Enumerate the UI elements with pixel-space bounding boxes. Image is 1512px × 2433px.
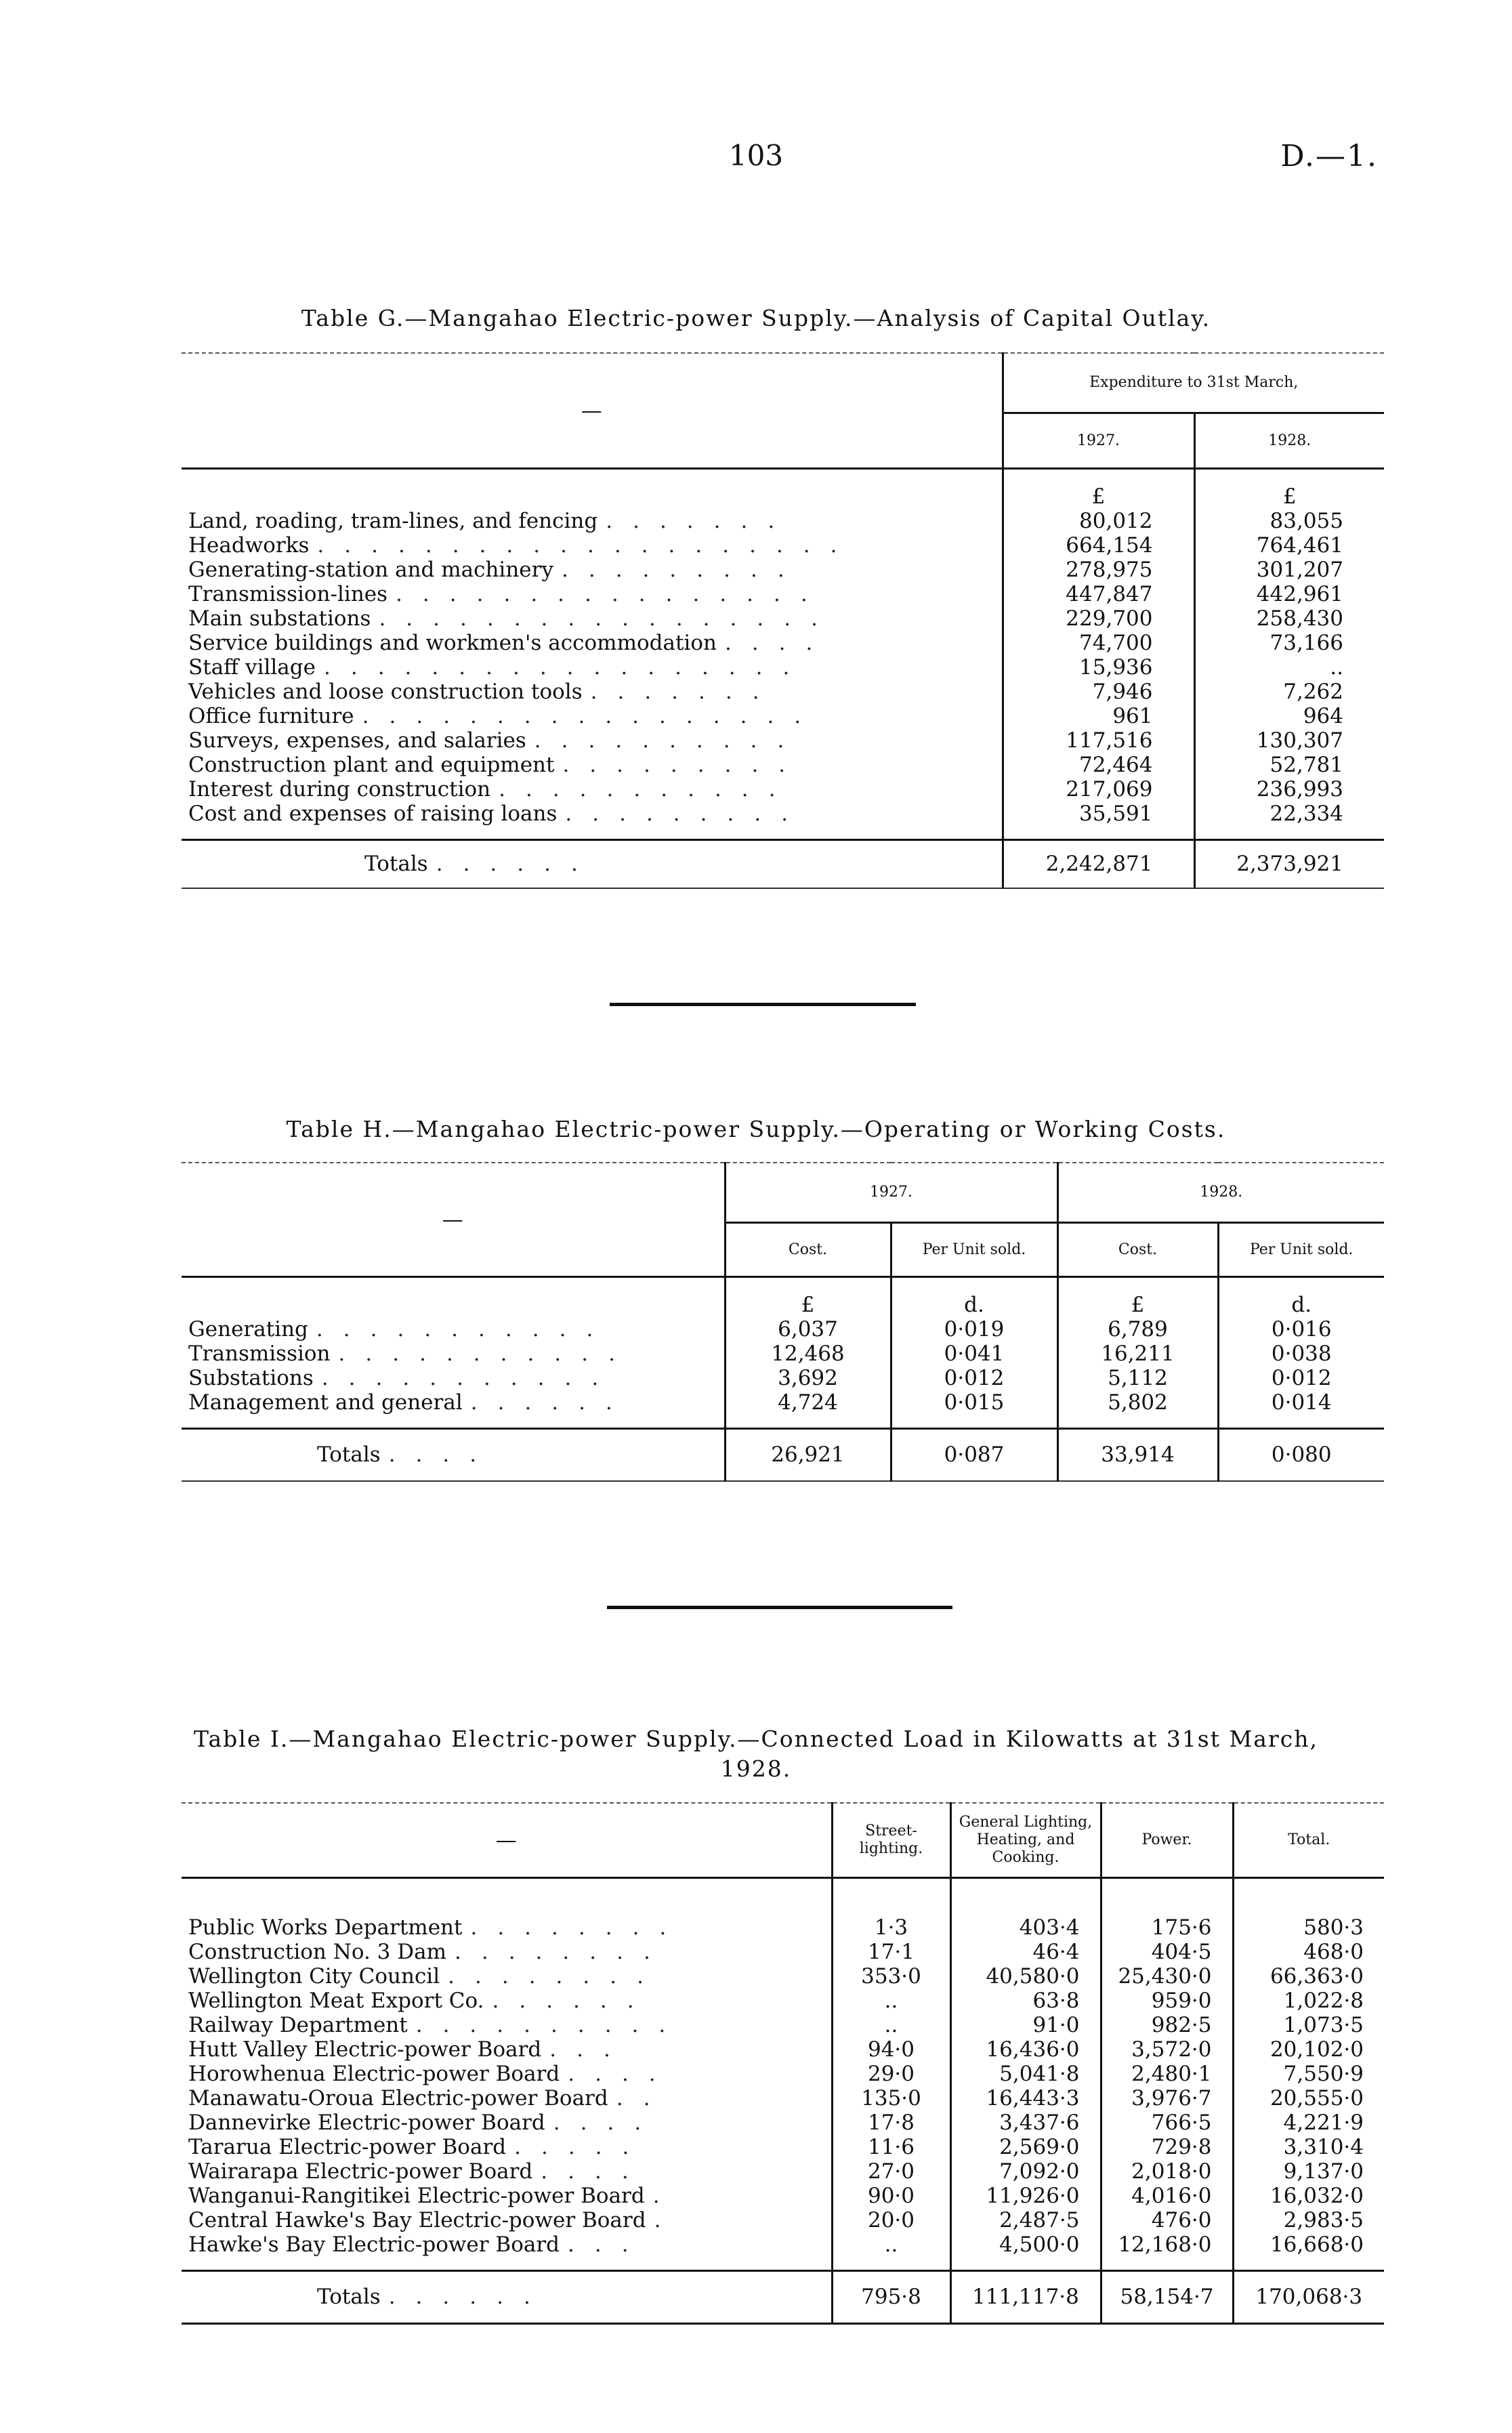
table-g-value-1927: 74,700: [1003, 631, 1194, 655]
table-row: [182, 1940, 1384, 1964]
leader-dots: .: [652, 2184, 680, 2208]
table-h-col-per-unit-1927: Per Unit sold.: [891, 1222, 1057, 1276]
table-i-total: 4,221·9: [1233, 2110, 1384, 2135]
table-i-row-label: [182, 2159, 832, 2184]
table-h-unit-cost-1928: £: [1057, 1276, 1218, 1317]
leader-dots: ....: [541, 2159, 649, 2184]
table-g-value-1927: 117,516: [1003, 728, 1194, 753]
table-g-group-header: Expenditure to 31st March,: [1003, 353, 1384, 413]
table-row: [182, 728, 1384, 753]
table-g-totals-label: Totals: [364, 852, 428, 877]
table-h-cost-1928: 5,802: [1057, 1390, 1218, 1415]
leader-dots: .......: [590, 680, 780, 704]
table-i-general: 16,443·3: [950, 2086, 1101, 2110]
leader-dots: .: [654, 2208, 681, 2232]
table-row: [182, 2110, 1384, 2135]
table-g-value-1928: 764,461: [1194, 533, 1384, 558]
table-i-power: 766·5: [1101, 2110, 1233, 2135]
table-i-total: 20,555·0: [1233, 2086, 1384, 2110]
table-row: [182, 2013, 1384, 2037]
table-i-row-label-text: Dannevirke Electric-power Board: [188, 2110, 545, 2135]
table-h-col-per-unit-1928: Per Unit sold.: [1218, 1222, 1384, 1276]
table-g-row-label-text: Vehicles and loose construction tools: [188, 680, 583, 704]
table-h-total-per-1927: 0·087: [891, 1428, 1057, 1481]
table-h-col-cost-1928: Cost.: [1057, 1222, 1218, 1276]
table-g-value-1928: 258,430: [1194, 606, 1384, 631]
table-i-row-label: [182, 2208, 832, 2232]
table-i-general: 46·4: [950, 1940, 1101, 1964]
table-h-row-label-text: Transmission: [188, 1342, 331, 1366]
leader-dots: ......: [492, 1989, 654, 2013]
table-g-row-label: [182, 704, 1003, 728]
table-i-total-street: 795·8: [832, 2270, 950, 2323]
table-i-total-power: 58,154·7: [1101, 2270, 1233, 2323]
table-i-total: 580·3: [1233, 1915, 1384, 1940]
section-separator: [607, 1606, 952, 1609]
table-i-caption: [102, 1724, 1410, 1784]
table-i-row-label-text: Horowhenua Electric-power Board: [188, 2062, 560, 2086]
table-g-row-label-text: Interest during construction: [188, 777, 491, 802]
table-i-street: ..: [832, 2232, 950, 2257]
table-h-unit-per-1927: d.: [891, 1276, 1057, 1317]
table-i-total: 16,668·0: [1233, 2232, 1384, 2257]
table-i-row-label: [182, 2135, 832, 2159]
table-g-value-1928: ..: [1194, 655, 1384, 680]
table-g: — Expenditure to 31st March, 1927. 1928. £ £ Land, roading, tram-lines, and fencing ....... 80,012 83,055 Headworks .................... 664,154 764,461 Generating-station and machinery ......... 278,975 301,207 Transmission-lines ................ 447,847 442,961 Main substations ................. 229,700 258,430 Service buildings and workmen's accommodation .... 74,700 73,166 Staff village .................. 15,936 .. Vehicles and loose construction tools ....... 7,946 7,262 Office furniture ................. 961 964 Surveys, expenses, and salaries .......... 117,516 130,307 Construction plant and equipment ......... 72,464 52,781 Interest during construction ........... 217,069 236,993 Cost and expenses of raising loans ......... 35,591 22,334 Totals ...... 2,242,871 2,373,921: [182, 352, 1384, 889]
table-i-general: 403·4: [950, 1915, 1101, 1940]
table-i: — Street-lighting. General Lighting, Heating, and Cooking. Power. Total. Public Works Department ........ 1·3 403·4 175·6 580·3 Construction No. 3 Dam ........ 17·1 46·4 404·5 468·0 Wellington City Council ........ 353·0 40,580·0 25,430·0 66,363·0 Wellington Meat Export Co. ...... .. 63·8 959·0 1,022·8 Railway Department .......... .. 91·0 982·5 1,073·5 Hutt Valley Electric-power Board ... 94·0 16,436·0 3,572·0 20,102·0 Horowhenua Electric-power Board .... 29·0 5,041·8 2,480·1 7,550·9 Manawatu-Oroua Electric-power Board .. 135·0 16,443·3 3,976·7 20,555·0 Dannevirke Electric-power Board .... 17·8 3,437·6 766·5 4,221·9 Tararua Electric-power Board ..... 11·6 2,569·0 729·8 3,310·4 Wairarapa Electric-power Board .... 27·0 7,092·0 2,018·0 9,137·0 Wanganui-Rangitikei Electric-power Board . 90·0 11,926·0 4,016·0 16,032·0 Central Hawke's Bay Electric-power Board . 20·0 2,487·5 476·0 2,983·5 Hawke's Bay Electric-power Board ... .. 4,500·0 12,168·0 16,668·0 Totals ...... 795·8 111,117·8 58,154·7 170,068·3: [182, 1802, 1384, 2325]
table-i-total: 2,983·5: [1233, 2208, 1384, 2232]
table-row: [182, 753, 1384, 777]
leader-dots: ........: [454, 1940, 671, 1964]
table-g-value-1928: 7,262: [1194, 680, 1384, 704]
table-g-row-label: [182, 680, 1003, 704]
table-g-unit-1927: £: [1003, 468, 1194, 509]
table-h-per-1928: 0·016: [1218, 1317, 1384, 1342]
table-i-row-label-text: Wellington Meat Export Co.: [188, 1989, 484, 2013]
table-i-total-all: 170,068·3: [1233, 2270, 1384, 2323]
table-g-value-1927: 217,069: [1003, 777, 1194, 802]
table-i-total: 7,550·9: [1233, 2062, 1384, 2086]
table-g-total-1928: 2,373,921: [1194, 839, 1384, 888]
table-i-totals-label: Totals: [317, 2285, 381, 2309]
table-i-row-label: [182, 2086, 832, 2110]
table-i-row-label-text: Railway Department: [188, 2013, 408, 2037]
table-h-cost-1928: 5,112: [1057, 1366, 1218, 1390]
table-i-street: 90·0: [832, 2184, 950, 2208]
table-row: [182, 1317, 1384, 1342]
leader-dots: ....: [553, 2110, 662, 2135]
leader-dots: ..: [616, 2086, 671, 2110]
table-h-totals-label: Totals: [317, 1442, 381, 1468]
table-row: [182, 655, 1384, 680]
table-g-row-label: [182, 558, 1003, 582]
leader-dots: ........: [470, 1915, 687, 1940]
table-g-value-1927: 72,464: [1003, 753, 1194, 777]
table-row: [182, 777, 1384, 802]
table-h-cost-1928: 6,789: [1057, 1317, 1218, 1342]
table-i-general: 7,092·0: [950, 2159, 1101, 2184]
leader-dots: .....: [514, 2135, 650, 2159]
table-g-row-label-text: Headworks: [188, 533, 310, 558]
table-i-power: 2,018·0: [1101, 2159, 1233, 2184]
table-h-row-label: [182, 1342, 725, 1366]
table-i-general: 2,569·0: [950, 2135, 1101, 2159]
table-h-row-label: [182, 1366, 725, 1390]
table-i-street: ..: [832, 1989, 950, 2013]
table-i-row-label-text: Tararua Electric-power Board: [188, 2135, 507, 2159]
table-i-row-label: [182, 2013, 832, 2037]
table-g-row-label-text: Construction plant and equipment: [188, 753, 555, 777]
table-h-per-1928: 0·038: [1218, 1342, 1384, 1366]
page-number: 103: [728, 139, 784, 172]
leader-dots: ........: [448, 1964, 664, 1989]
table-i-general: 3,437·6: [950, 2110, 1101, 2135]
table-i-col-general: General Lighting, Heating, and Cooking.: [950, 1803, 1101, 1877]
table-g-row-label-text: Cost and expenses of raising loans: [188, 802, 558, 826]
table-h-row-label-text: Management and general: [188, 1390, 463, 1415]
table-i-row-label-text: Wanganui-Rangitikei Electric-power Board: [188, 2184, 645, 2208]
table-g-col-1927: 1927.: [1003, 413, 1194, 468]
table-i-col-street: Street-lighting.: [832, 1803, 950, 1877]
table-i-power: 4,016·0: [1101, 2184, 1233, 2208]
table-h-cost-1927: 4,724: [725, 1390, 891, 1415]
table-g-row-label: [182, 655, 1003, 680]
table-i-street: 135·0: [832, 2086, 950, 2110]
table-h: — 1927. 1928. Cost. Per Unit sold. Cost. Per Unit sold. £ d. £ d. Generating ........... 6,037 0·019 6,789 0·016 Transmission ........... 12,468 0·041 16,211 0·038 Substations ........... 3,692 0·012 5,112 0·012 Management and general ...... 4,724 0·015 5,802 0·014 Totals .... 26,921 0·087 33,914 0·080: [182, 1162, 1384, 1482]
table-i-total: 1,022·8: [1233, 1989, 1384, 2013]
table-i-total: 16,032·0: [1233, 2184, 1384, 2208]
table-g-row-label: [182, 509, 1003, 533]
table-g-row-label-text: Staff village: [188, 655, 316, 680]
table-i-row-label: [182, 1964, 832, 1989]
table-i-street: 353·0: [832, 1964, 950, 1989]
table-g-row-label: [182, 728, 1003, 753]
table-g-row-label-text: Generating-station and machinery: [188, 558, 553, 582]
table-i-row-label-text: Manawatu-Oroua Electric-power Board: [188, 2086, 608, 2110]
table-row: [182, 631, 1384, 655]
table-g-value-1927: 80,012: [1003, 509, 1194, 533]
table-g-row-label: [182, 606, 1003, 631]
table-i-street: 20·0: [832, 2208, 950, 2232]
leader-dots: ...........: [499, 777, 796, 802]
table-g-value-1928: 73,166: [1194, 631, 1384, 655]
table-h-year-1927: 1927.: [725, 1163, 1057, 1222]
table-row: [182, 1989, 1384, 2013]
table-i-street: ..: [832, 2013, 950, 2037]
table-i-row-label: [182, 1940, 832, 1964]
section-separator: [610, 1003, 916, 1006]
table-i-row-label: [182, 1915, 832, 1940]
table-g-caption: Table G.—Mangahao Electric-power Supply.—Analysis of Capital Outlay.: [301, 305, 1211, 331]
table-i-total: 66,363·0: [1233, 1964, 1384, 1989]
leader-dots: ...........: [316, 1317, 614, 1342]
table-i-stub-header: —: [182, 1803, 832, 1877]
table-h-per-1927: 0·012: [891, 1366, 1057, 1390]
leader-dots: ...........: [321, 1366, 619, 1390]
table-g-row-label-text: Service buildings and workmen's accommodation: [188, 631, 717, 655]
table-row: [182, 2086, 1384, 2110]
table-row: [182, 1342, 1384, 1366]
leader-dots: .......: [606, 509, 795, 533]
table-h-row-label: [182, 1390, 725, 1415]
table-i-general: 91·0: [950, 2013, 1101, 2037]
table-h-cost-1928: 16,211: [1057, 1342, 1218, 1366]
table-row: [182, 2159, 1384, 2184]
table-i-row-label-text: Central Hawke's Bay Electric-power Board: [188, 2208, 646, 2232]
table-h-per-1927: 0·019: [891, 1317, 1057, 1342]
table-i-power: 3,572·0: [1101, 2037, 1233, 2062]
table-i-power: 2,480·1: [1101, 2062, 1233, 2086]
table-g-value-1927: 35,591: [1003, 802, 1194, 826]
table-h-stub-header: —: [182, 1163, 725, 1276]
table-g-row-label: [182, 582, 1003, 606]
table-g-value-1927: 664,154: [1003, 533, 1194, 558]
table-g-value-1928: 964: [1194, 704, 1384, 728]
table-row: [182, 2037, 1384, 2062]
table-h-row-label-text: Substations: [188, 1366, 314, 1390]
table-row: [182, 704, 1384, 728]
table-h-row-label: [182, 1317, 725, 1342]
table-i-caption-line-1: Table I.—Mangahao Electric-power Supply.—Connected Load in Kilowatts at 31st March,: [194, 1726, 1318, 1752]
table-i-row-label: [182, 1989, 832, 2013]
table-g-value-1927: 7,946: [1003, 680, 1194, 704]
table-g-row-label: [182, 631, 1003, 655]
table-g-value-1928: 130,307: [1194, 728, 1384, 753]
table-g-row-label-text: Surveys, expenses, and salaries: [188, 728, 526, 753]
table-g-value-1928: 22,334: [1194, 802, 1384, 826]
table-i-street: 1·3: [832, 1915, 950, 1940]
table-i-total: 20,102·0: [1233, 2037, 1384, 2062]
table-g-row-label: [182, 533, 1003, 558]
table-i-street: 11·6: [832, 2135, 950, 2159]
table-row: [182, 2232, 1384, 2257]
table-g-value-1928: 236,993: [1194, 777, 1384, 802]
leader-dots: ...: [568, 2232, 649, 2257]
table-i-row-label-text: Wellington City Council: [188, 1964, 440, 1989]
table-h-per-1928: 0·014: [1218, 1390, 1384, 1415]
table-h-unit-cost-1927: £: [725, 1276, 891, 1317]
table-h-cost-1927: 3,692: [725, 1366, 891, 1390]
table-row: [182, 509, 1384, 533]
table-i-power: 12,168·0: [1101, 2232, 1233, 2257]
table-i-row-label-text: Hutt Valley Electric-power Board: [188, 2037, 542, 2062]
leader-dots: .................: [362, 704, 822, 728]
table-i-street: 94·0: [832, 2037, 950, 2062]
table-i-street: 17·8: [832, 2110, 950, 2135]
table-row: [182, 680, 1384, 704]
table-h-row-label-text: Generating: [188, 1317, 308, 1342]
table-g-row-label-text: Office furniture: [188, 704, 354, 728]
table-g-stub-header: —: [182, 353, 1003, 468]
table-i-power: 3,976·7: [1101, 2086, 1233, 2110]
table-g-value-1928: 83,055: [1194, 509, 1384, 533]
table-row: [182, 802, 1384, 826]
table-h-caption: Table H.—Mangahao Electric-power Supply.—Operating or Working Costs.: [286, 1116, 1226, 1142]
table-row: [182, 1390, 1384, 1415]
table-g-value-1927: 278,975: [1003, 558, 1194, 582]
leader-dots: ..........: [415, 2013, 686, 2037]
table-i-row-label: [182, 2037, 832, 2062]
leader-dots: ......: [470, 1390, 633, 1415]
table-row: [182, 2184, 1384, 2208]
table-i-street: 27·0: [832, 2159, 950, 2184]
table-i-row-label-text: Construction No. 3 Dam: [188, 1940, 446, 1964]
table-g-value-1927: 229,700: [1003, 606, 1194, 631]
table-row: [182, 1366, 1384, 1390]
table-g-row-label: [182, 777, 1003, 802]
table-row: [182, 533, 1384, 558]
table-i-power: 175·6: [1101, 1915, 1233, 1940]
table-h-per-1928: 0·012: [1218, 1366, 1384, 1390]
table-g-value-1928: 442,961: [1194, 582, 1384, 606]
table-i-row-label-text: Hawke's Bay Electric-power Board: [188, 2232, 560, 2257]
table-g-row-label: [182, 802, 1003, 826]
table-g-value-1927: 447,847: [1003, 582, 1194, 606]
table-i-power: 729·8: [1101, 2135, 1233, 2159]
table-i-power: 959·0: [1101, 1989, 1233, 2013]
table-i-general: 63·8: [950, 1989, 1101, 2013]
table-g-col-1928: 1928.: [1194, 413, 1384, 468]
table-g-row-label: [182, 753, 1003, 777]
table-i-row-label: [182, 2232, 832, 2257]
table-row: [182, 1964, 1384, 1989]
table-i-general: 5,041·8: [950, 2062, 1101, 2086]
table-i-general: 11,926·0: [950, 2184, 1101, 2208]
table-i-row-label: [182, 2062, 832, 2086]
table-i-power: 404·5: [1101, 1940, 1233, 1964]
table-g-value-1928: 52,781: [1194, 753, 1384, 777]
leader-dots: ...: [549, 2037, 631, 2062]
table-g-total-1927: 2,242,871: [1003, 839, 1194, 888]
table-i-general: 4,500·0: [950, 2232, 1101, 2257]
table-row: [182, 606, 1384, 631]
table-h-cost-1927: 12,468: [725, 1342, 891, 1366]
table-i-total: 468·0: [1233, 1940, 1384, 1964]
table-i-row-label-text: Public Works Department: [188, 1915, 463, 1940]
table-row: [182, 558, 1384, 582]
table-g-row-label-text: Land, roading, tram-lines, and fencing: [188, 509, 598, 533]
table-i-col-total: Total.: [1233, 1803, 1384, 1877]
table-row: [182, 2135, 1384, 2159]
leader-dots: .........: [565, 802, 809, 826]
table-i-row-label: [182, 2110, 832, 2135]
table-g-row-label-text: Transmission-lines: [188, 582, 388, 606]
table-g-value-1927: 961: [1003, 704, 1194, 728]
table-i-col-power: Power.: [1101, 1803, 1233, 1877]
table-i-power: 476·0: [1101, 2208, 1233, 2232]
table-i-total-general: 111,117·8: [950, 2270, 1101, 2323]
table-row: [182, 2062, 1384, 2086]
table-i-street: 17·1: [832, 1940, 950, 1964]
table-i-power: 25,430·0: [1101, 1964, 1233, 1989]
leader-dots: .........: [562, 753, 806, 777]
table-i-street: 29·0: [832, 2062, 950, 2086]
leader-dots: ..........: [534, 728, 805, 753]
table-h-per-1927: 0·041: [891, 1342, 1057, 1366]
table-i-total: 1,073·5: [1233, 2013, 1384, 2037]
leader-dots: ..................: [323, 655, 810, 680]
table-row: [182, 582, 1384, 606]
table-g-unit-1928: £: [1194, 468, 1384, 509]
table-h-total-cost-1927: 26,921: [725, 1428, 891, 1481]
table-i-caption-line-2: 1928.: [720, 1755, 792, 1782]
table-h-per-1927: 0·015: [891, 1390, 1057, 1415]
table-i-total: 9,137·0: [1233, 2159, 1384, 2184]
table-i-total: 3,310·4: [1233, 2135, 1384, 2159]
table-h-total-cost-1928: 33,914: [1057, 1428, 1218, 1481]
table-h-cost-1927: 6,037: [725, 1317, 891, 1342]
leader-dots: ....: [724, 631, 833, 655]
table-h-total-per-1928: 0·080: [1218, 1428, 1384, 1481]
document-reference: D.—1.: [1280, 139, 1378, 173]
table-i-general: 2,487·5: [950, 2208, 1101, 2232]
table-g-value-1928: 301,207: [1194, 558, 1384, 582]
table-i-general: 40,580·0: [950, 1964, 1101, 1989]
leader-dots: ....................: [317, 533, 858, 558]
table-g-value-1927: 15,936: [1003, 655, 1194, 680]
leader-dots: .........: [562, 558, 805, 582]
table-h-col-cost-1927: Cost.: [725, 1222, 891, 1276]
table-i-row-label-text: Wairarapa Electric-power Board: [188, 2159, 533, 2184]
table-i-general: 16,436·0: [950, 2037, 1101, 2062]
leader-dots: ................: [396, 582, 828, 606]
table-row: [182, 2208, 1384, 2232]
table-h-year-1928: 1928.: [1057, 1163, 1384, 1222]
table-h-unit-per-1928: d.: [1218, 1276, 1384, 1317]
table-i-power: 982·5: [1101, 2013, 1233, 2037]
leader-dots: ....: [568, 2062, 676, 2086]
leader-dots: .................: [379, 606, 838, 631]
table-i-row-label: [182, 2184, 832, 2208]
leader-dots: ...........: [338, 1342, 635, 1366]
table-g-row-label-text: Main substations: [188, 606, 371, 631]
table-row: [182, 1915, 1384, 1940]
